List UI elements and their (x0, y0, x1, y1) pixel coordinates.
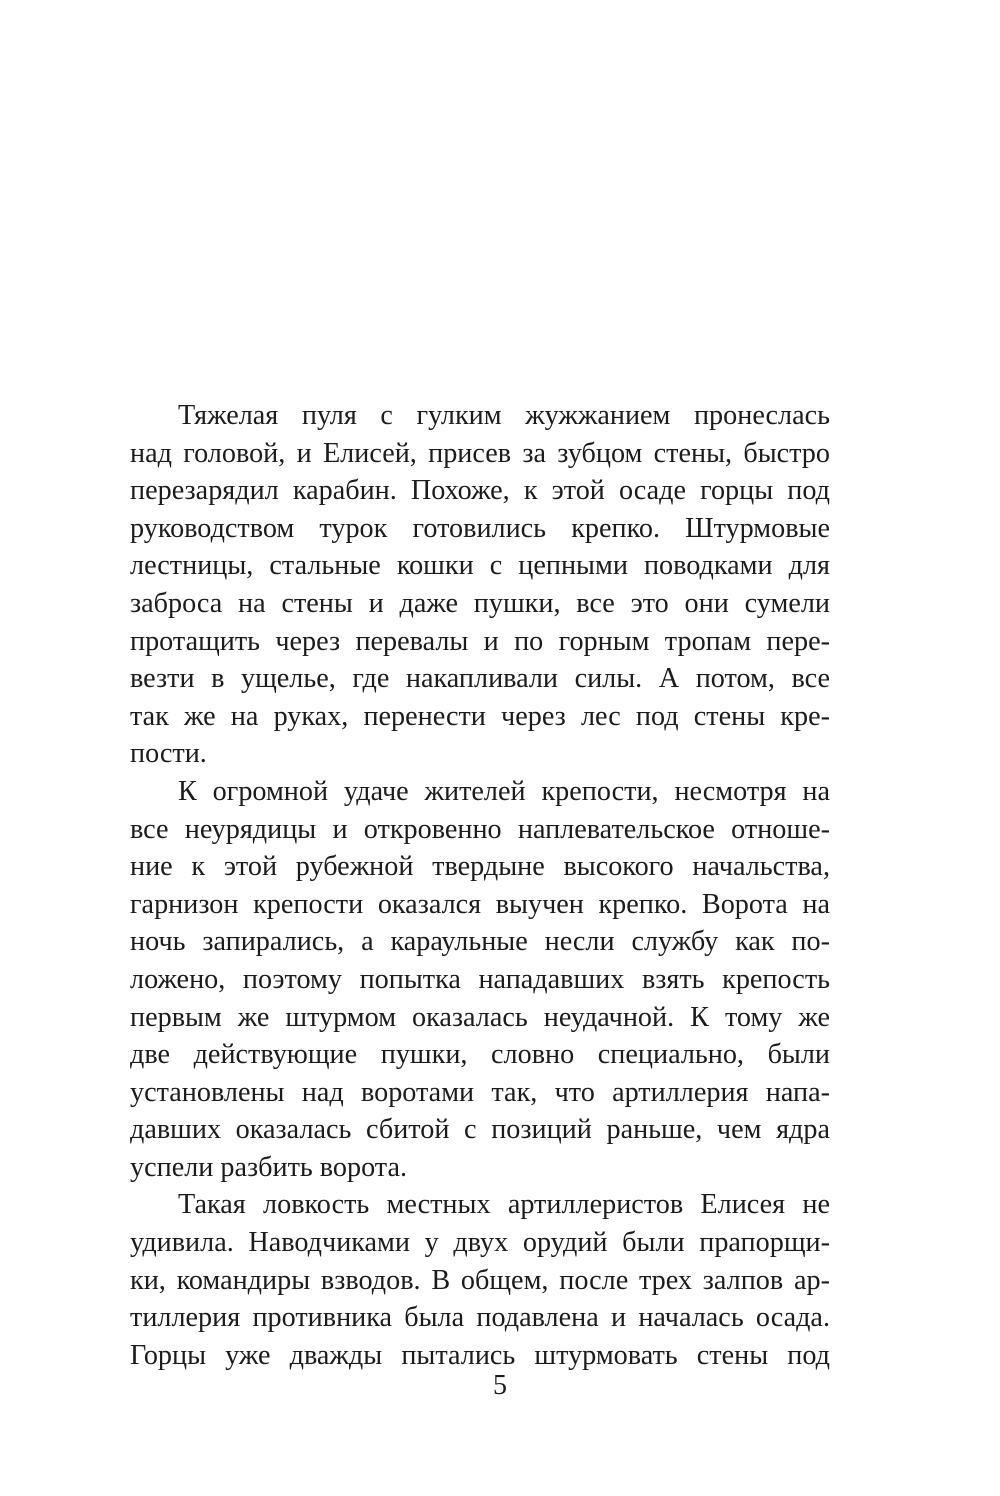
paragraph-3-line: тиллерия противника была подавлена и началась осада. (130, 1302, 830, 1334)
paragraph-2-line: две действующие пушки, словно специально, были (130, 1039, 830, 1071)
paragraph-2-line: первым же штурмом оказалась неудачной. К тому же (130, 1001, 830, 1033)
paragraph-2-line: К огромной удаче жителей крепости, несмотря на (178, 775, 830, 807)
paragraph-2-line: ние к этой рубежной твердыне высокого начальства, (130, 851, 830, 883)
paragraph-1-line: над головой, и Елисей, присев за зубцом стены, быстро (130, 437, 830, 469)
body-text (130, 397, 830, 1374)
paragraph-3-line: Горцы уже дважды пытались штурмовать стены под (130, 1339, 830, 1371)
paragraph-1-line: руководством турок готовились крепко. Штурмовые (130, 512, 830, 544)
paragraph-1-line: протащить через перевалы и по горным тропам пере- (130, 625, 830, 657)
paragraph-1-line: пости. (130, 738, 207, 770)
paragraph-3-line: Такая ловкость местных артиллеристов Елисея не (178, 1189, 830, 1221)
paragraph-2-line: ложено, поэтому попытка нападавших взять крепость (130, 963, 830, 995)
paragraph-1-line: перезарядил карабин. Похоже, к этой осаде горцы под (130, 475, 830, 507)
paragraph-1-line: заброса на стены и даже пушки, все это они сумели (130, 587, 830, 619)
paragraph-2-line: установлены над воротами так, что артиллерия напа- (130, 1076, 830, 1108)
paragraph-3-line: ки, командиры взводов. В общем, после трех залпов ар- (130, 1264, 830, 1296)
page-number: 5 (493, 1370, 507, 1401)
paragraph-2-line: все неурядицы и откровенно наплевательское отноше- (130, 813, 830, 845)
paragraph-1-line: лестницы, стальные кошки с цепными поводками для (130, 550, 830, 582)
paragraph-2-line: давших оказалась сбитой с позиций раньше, чем ядра (130, 1114, 830, 1146)
paragraph-1-line: везти в ущелье, где накапливали силы. А потом, все (130, 663, 830, 695)
paragraph-1-line: Тяжелая пуля с гулким жужжанием пронеслась (178, 400, 830, 431)
paragraph-3-line: удивила. Наводчиками у двух орудий были прапорщи- (130, 1227, 830, 1259)
paragraph-1-line: так же на руках, перенести через лес под стены кре- (130, 700, 830, 732)
paragraph-2-line: ночь запирались, а караульные несли службу как по- (130, 926, 830, 958)
paragraph-2-line: гарнизон крепости оказался выучен крепко. Ворота на (130, 888, 830, 920)
paragraph-2-line: успели разбить ворота. (130, 1151, 408, 1183)
